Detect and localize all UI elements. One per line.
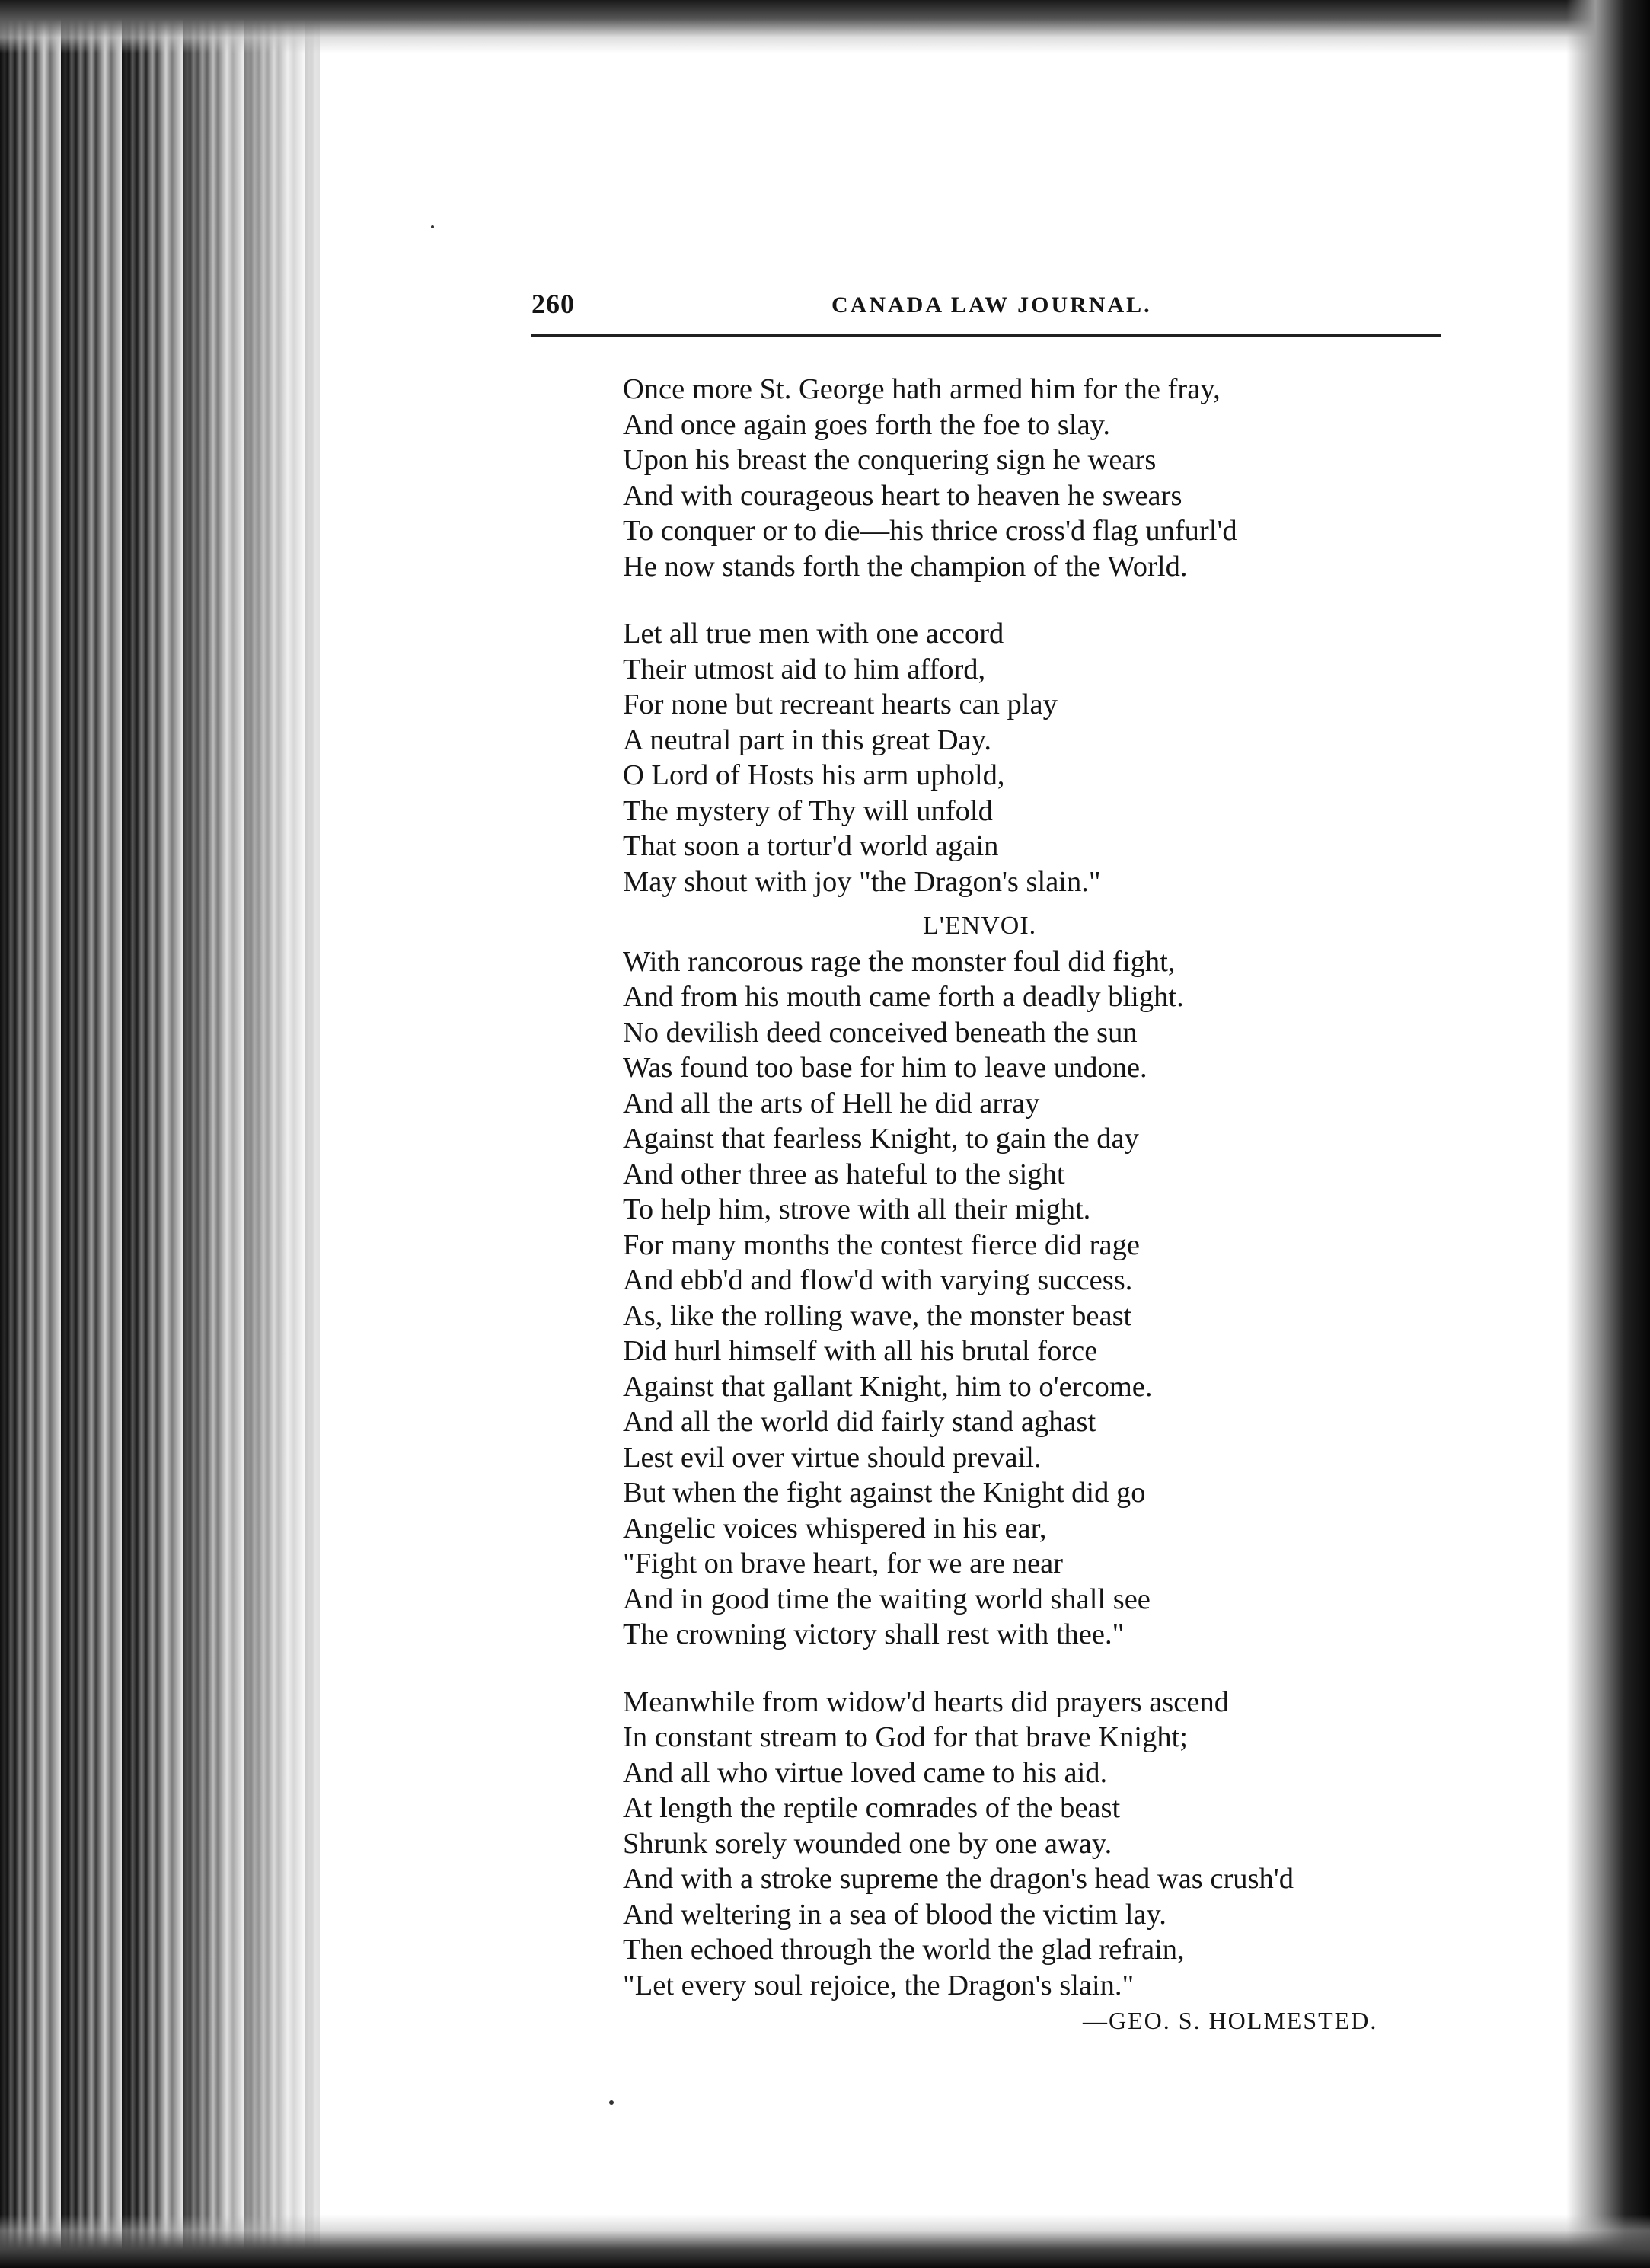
poem-line: For many months the contest fierce did rage	[623, 1228, 1140, 1261]
poem-line: Let all true men with one accord	[623, 618, 1004, 650]
poem-line: To conquer or to die—his thrice cross'd flag unfurl'd	[623, 515, 1237, 547]
poem-line: Then echoed through the world the glad refrain,	[623, 1934, 1185, 1966]
poem-line: Once more St. George hath armed him for the fray,	[623, 373, 1221, 405]
poem-line: And all the arts of Hell he did array	[623, 1087, 1040, 1120]
poem-line: With rancorous rage the monster foul did fight,	[623, 945, 1176, 978]
poem-line: Lest evil over virtue should prevail.	[623, 1441, 1042, 1474]
poem-line: And from his mouth came forth a deadly blight.	[623, 981, 1184, 1013]
poem-line: Shrunk sorely wounded one by one away.	[623, 1827, 1112, 1860]
poem-line: At length the reptile comrades of the beast	[623, 1792, 1121, 1824]
poem-line: But when the fight against the Knight did go	[623, 1477, 1146, 1509]
stanza-gap	[623, 584, 1537, 616]
scan-speck	[609, 2100, 614, 2105]
stanza-1	[623, 372, 1537, 584]
stanza-4	[623, 1685, 1537, 2004]
poem-line: Meanwhile from widow'd hearts did prayers ascend	[623, 1685, 1229, 1718]
poem-line: Against that fearless Knight, to gain the day	[623, 1123, 1139, 1155]
poem-line: To help him, strove with all their might.	[623, 1193, 1091, 1225]
header-rule	[531, 334, 1441, 337]
poem-line: The crowning victory shall rest with thee."	[623, 1618, 1125, 1650]
poem-body	[623, 372, 1537, 2039]
poem-line: And ebb'd and flow'd with varying success.	[623, 1264, 1133, 1296]
poem-line: No devilish deed conceived beneath the sun	[623, 1016, 1138, 1049]
poem-line: And other three as hateful to the sight	[623, 1158, 1065, 1190]
poem-line: Was found too base for him to leave undone.	[623, 1052, 1147, 1084]
page-number: 260	[531, 289, 575, 319]
envoi-heading: L'ENVOI.	[923, 912, 1037, 940]
poem-line: In constant stream to God for that brave Knight;	[623, 1721, 1189, 1753]
author-signature: —GEO. S. HOLMESTED.	[1083, 2007, 1378, 2034]
poem-line: And all the world did fairly stand aghast	[623, 1406, 1096, 1438]
poem-line: O Lord of Hosts his arm uphold,	[623, 759, 1005, 791]
poem-line: Against that gallant Knight, him to o'ercome.	[623, 1370, 1153, 1403]
poem-line: Their utmost aid to him afford,	[623, 653, 986, 685]
poem-line: "Let every soul rejoice, the Dragon's slain."	[623, 1969, 1135, 2001]
poem-line: And weltering in a sea of blood the victim lay.	[623, 1898, 1166, 1931]
running-head: CANADA LAW JOURNAL.	[831, 292, 1152, 318]
poem-line: He now stands forth the champion of the World.	[623, 550, 1188, 583]
stanza-gap	[623, 1653, 1537, 1685]
poem-line: The mystery of Thy will unfold	[623, 794, 993, 827]
poem-line: May shout with joy "the Dragon's slain."	[623, 865, 1101, 898]
poem-line: For none but recreant hearts can play	[623, 688, 1058, 720]
poem-line: Angelic voices whispered in his ear,	[623, 1512, 1047, 1544]
scan-speck	[431, 225, 434, 228]
poem-line: And once again goes forth the foe to slay.	[623, 408, 1111, 441]
stanza-3	[623, 944, 1537, 1653]
poem-line: A neutral part in this great Day.	[623, 724, 991, 756]
poem-line: Did hurl himself with all his brutal force	[623, 1335, 1098, 1367]
poem-line: That soon a tortur'd world again	[623, 830, 999, 862]
poem-line: And with courageous heart to heaven he swears	[623, 479, 1182, 512]
poem-line: And in good time the waiting world shall see	[623, 1583, 1151, 1615]
poem-line: Upon his breast the conquering sign he wears	[623, 444, 1157, 476]
poem-line: "Fight on brave heart, for we are near	[623, 1548, 1063, 1580]
poem-line: And with a stroke supreme the dragon's head was crush'd	[623, 1863, 1294, 1895]
stanza-2	[623, 616, 1537, 899]
poem-line: And all who virtue loved came to his aid.	[623, 1756, 1108, 1789]
poem-line: As, like the rolling wave, the monster beast	[623, 1299, 1132, 1332]
